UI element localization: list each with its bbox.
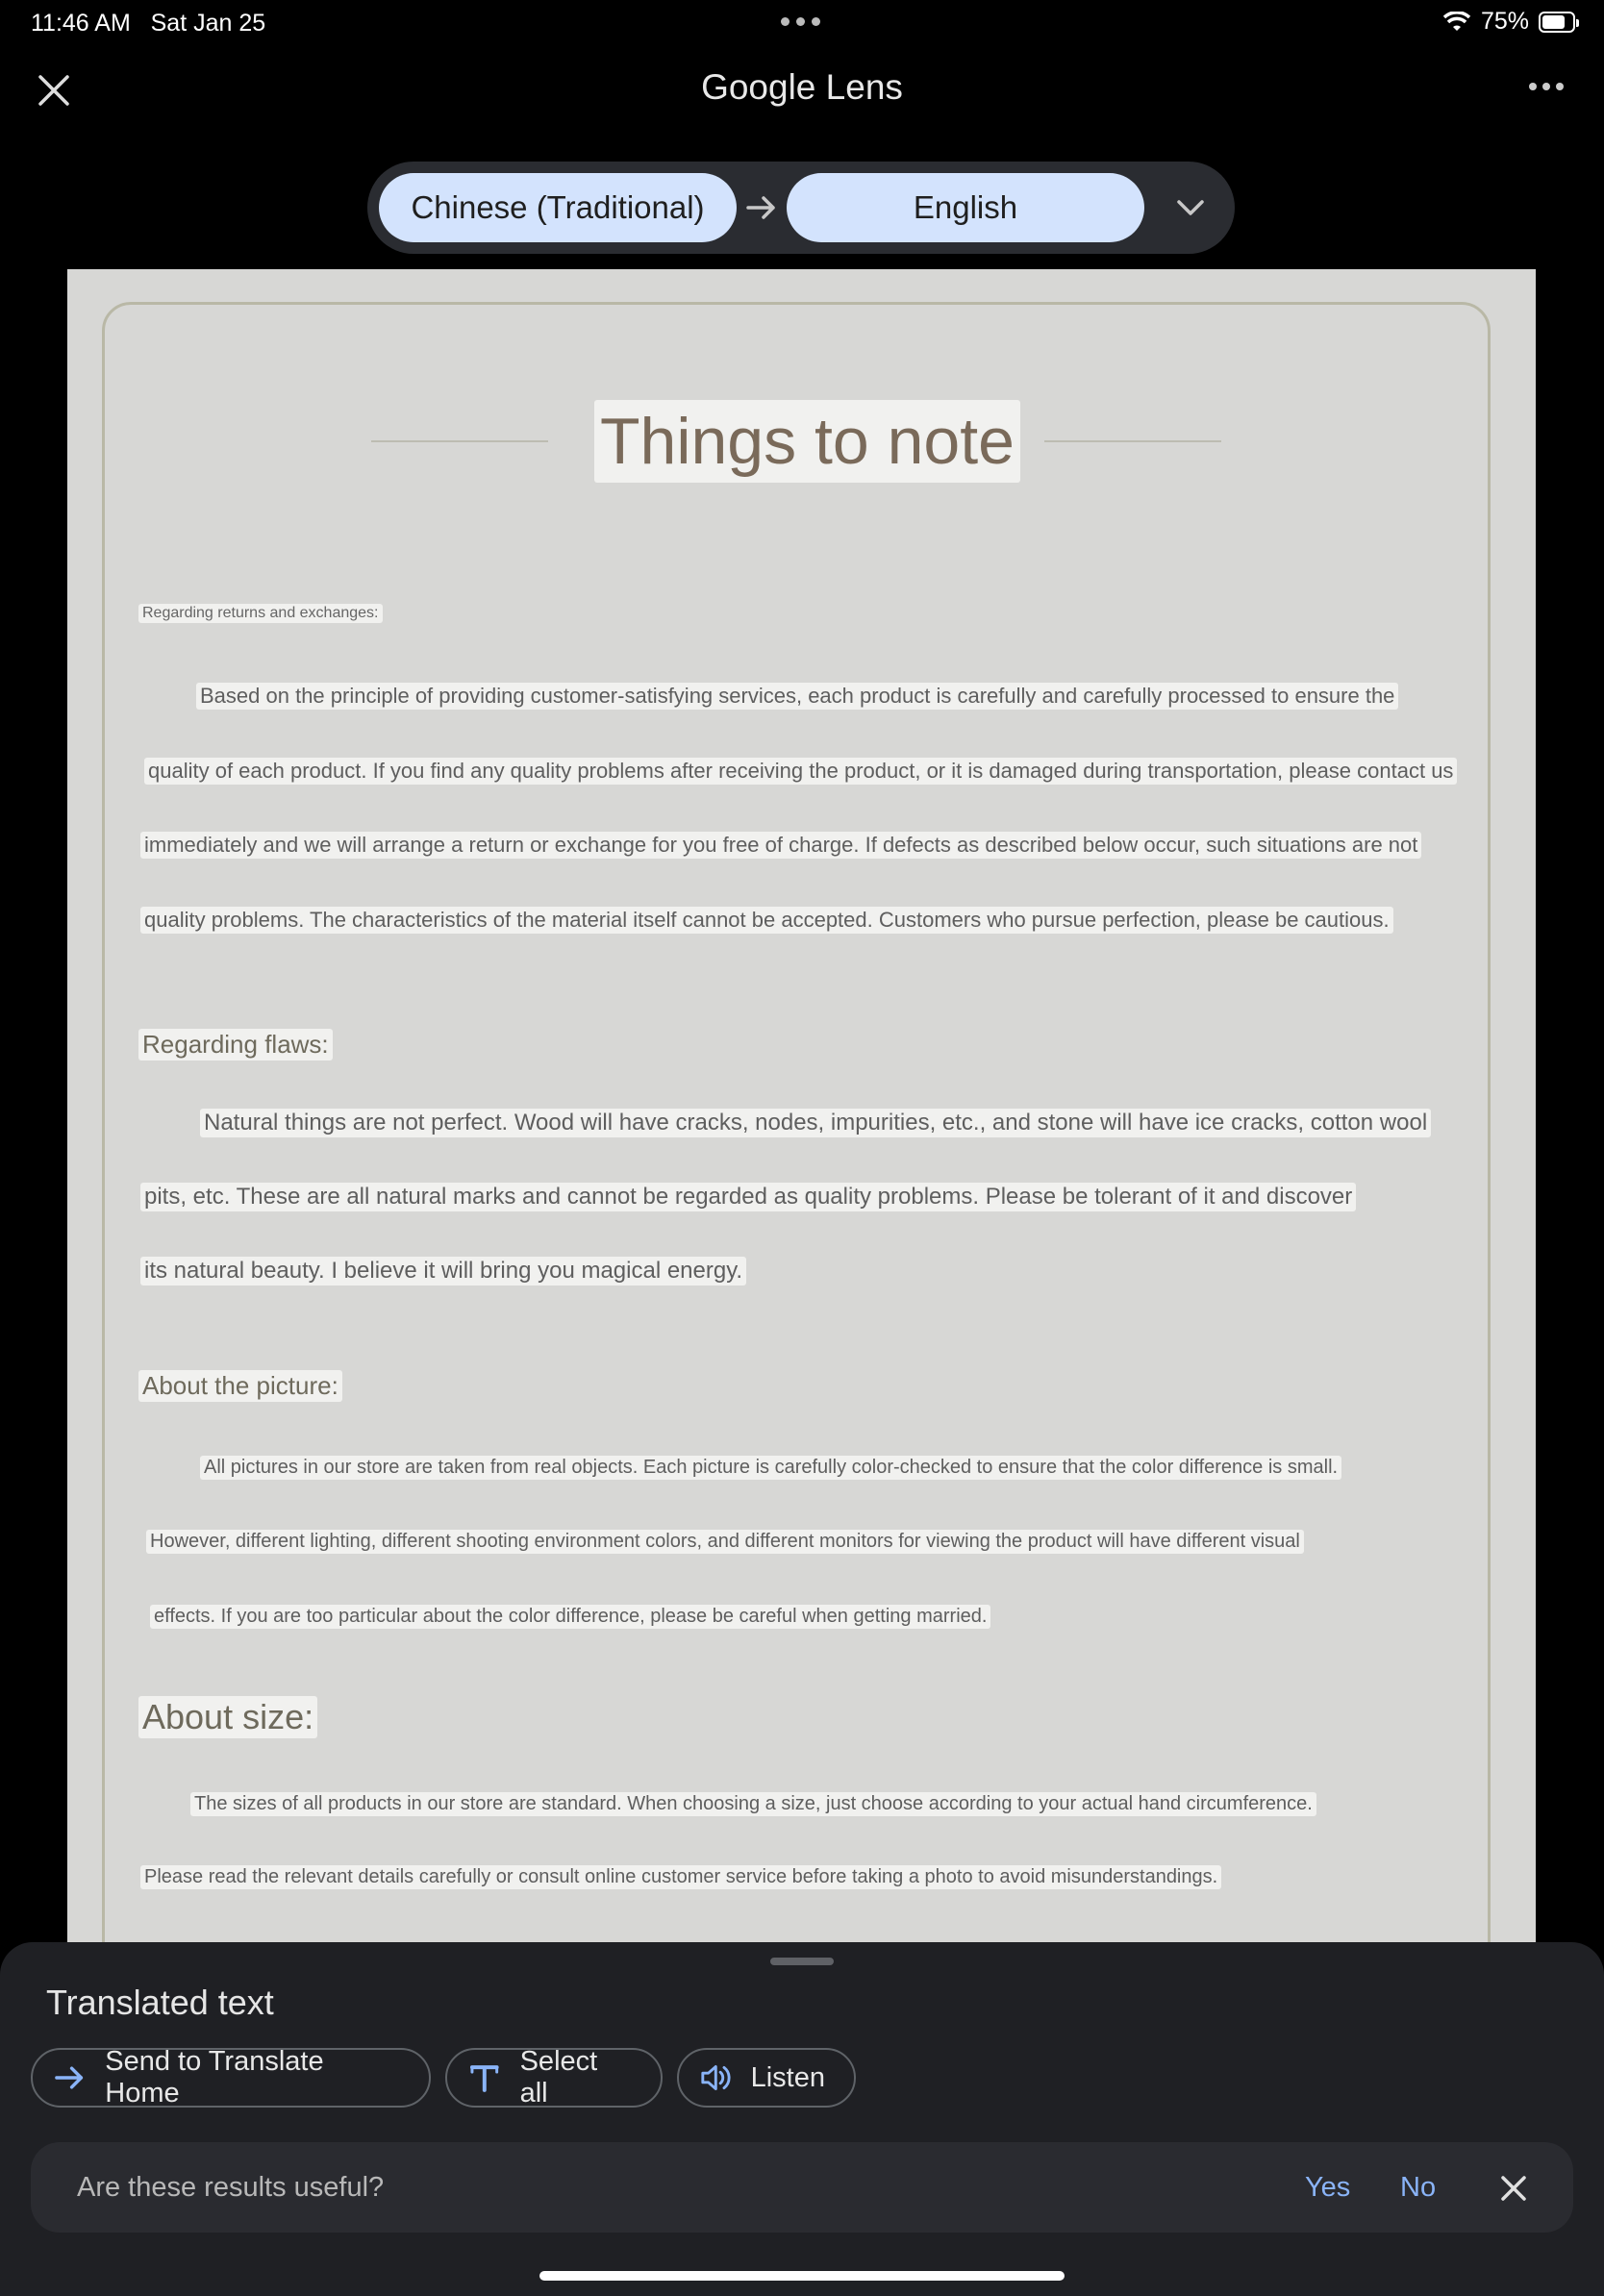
returns-line[interactable]: Based on the principle of providing customer-satisfying services, each product is carefully and carefully processed to ensure the <box>196 683 1398 710</box>
arrow-right-icon <box>52 2059 88 2096</box>
heading-rule-right <box>1044 440 1221 442</box>
feedback-yes-button[interactable]: Yes <box>1305 2172 1351 2203</box>
feedback-no-button[interactable]: No <box>1400 2172 1437 2203</box>
status-right <box>1442 8 1575 36</box>
listen-label: Listen <box>750 2061 825 2093</box>
multitask-dots-icon[interactable] <box>781 17 820 26</box>
size-label[interactable]: About size: <box>138 1696 317 1738</box>
close-icon[interactable] <box>1494 2169 1533 2208</box>
app-title: Google Lens <box>701 67 903 107</box>
returns-line[interactable]: immediately and we will arrange a return or exchange for you free of charge. If defects as described below occur, such situations are not <box>140 832 1421 859</box>
status-bar <box>0 0 1604 44</box>
battery-icon <box>1539 12 1575 33</box>
document-heading[interactable]: Things to note <box>594 400 1020 483</box>
chevron-down-icon[interactable] <box>1171 190 1210 225</box>
target-language-button[interactable]: English <box>787 173 1144 242</box>
home-indicator[interactable] <box>539 2271 1065 2281</box>
results-sheet <box>0 1942 1604 2296</box>
more-icon[interactable] <box>1529 83 1564 90</box>
flaws-line[interactable]: its natural beauty. I believe it will bring you magical energy. <box>140 1257 746 1285</box>
picture-line[interactable]: However, different lighting, different shooting environment colors, and different monitors for viewing the product will have different visual <box>146 1530 1304 1554</box>
select-all-button[interactable] <box>445 2048 663 2108</box>
sheet-drag-handle[interactable] <box>770 1958 834 1965</box>
source-language-button[interactable]: Chinese (Traditional) <box>379 173 737 242</box>
speaker-icon <box>698 2059 734 2096</box>
document-image <box>67 269 1536 1942</box>
flaws-line[interactable]: pits, etc. These are all natural marks and cannot be regarded as quality problems. Please be tolerant of it and discover <box>140 1183 1356 1211</box>
heading-rule-left <box>371 440 548 442</box>
size-line[interactable]: The sizes of all products in our store are standard. When choosing a size, just choose according to your actual hand circumference. <box>190 1792 1316 1816</box>
returns-line[interactable]: quality of each product. If you find any quality problems after receiving the product, or it is damaged during transportation, please contact us <box>144 758 1457 785</box>
wifi-icon <box>1442 12 1471 33</box>
text-icon <box>466 2059 503 2096</box>
size-line[interactable]: Please read the relevant details carefully or consult online customer service before taking a photo to avoid misunderstandings. <box>140 1865 1221 1889</box>
sheet-title: Translated text <box>46 1983 274 2022</box>
arrow-right-icon <box>742 190 781 225</box>
battery-percent: 75% <box>1480 8 1529 35</box>
flaws-label[interactable]: Regarding flaws: <box>138 1029 333 1061</box>
status-time: 11:46 AM Sat Jan 25 <box>31 10 266 37</box>
listen-button[interactable] <box>677 2048 856 2108</box>
feedback-bar <box>31 2142 1573 2233</box>
picture-label[interactable]: About the picture: <box>138 1370 342 1402</box>
picture-line[interactable]: effects. If you are too particular about the color difference, please be careful when getting married. <box>150 1605 990 1629</box>
send-to-translate-button[interactable] <box>31 2048 431 2108</box>
flaws-line[interactable]: Natural things are not perfect. Wood will have cracks, nodes, impurities, etc., and stone will have ice cracks, cotton wool <box>200 1109 1431 1137</box>
picture-line[interactable]: All pictures in our store are taken from real objects. Each picture is carefully color-checked to ensure that the color difference is small. <box>200 1456 1341 1480</box>
feedback-question: Are these results useful? <box>77 2172 385 2203</box>
send-to-translate-label: Send to Translate Home <box>105 2046 324 2109</box>
language-selector <box>367 162 1235 254</box>
returns-line[interactable]: quality problems. The characteristics of the material itself cannot be accepted. Customers who pursue perfection, please be cautious. <box>140 907 1393 934</box>
returns-label[interactable]: Regarding returns and exchanges: <box>138 604 383 623</box>
select-all-label: Select all <box>519 2046 598 2109</box>
